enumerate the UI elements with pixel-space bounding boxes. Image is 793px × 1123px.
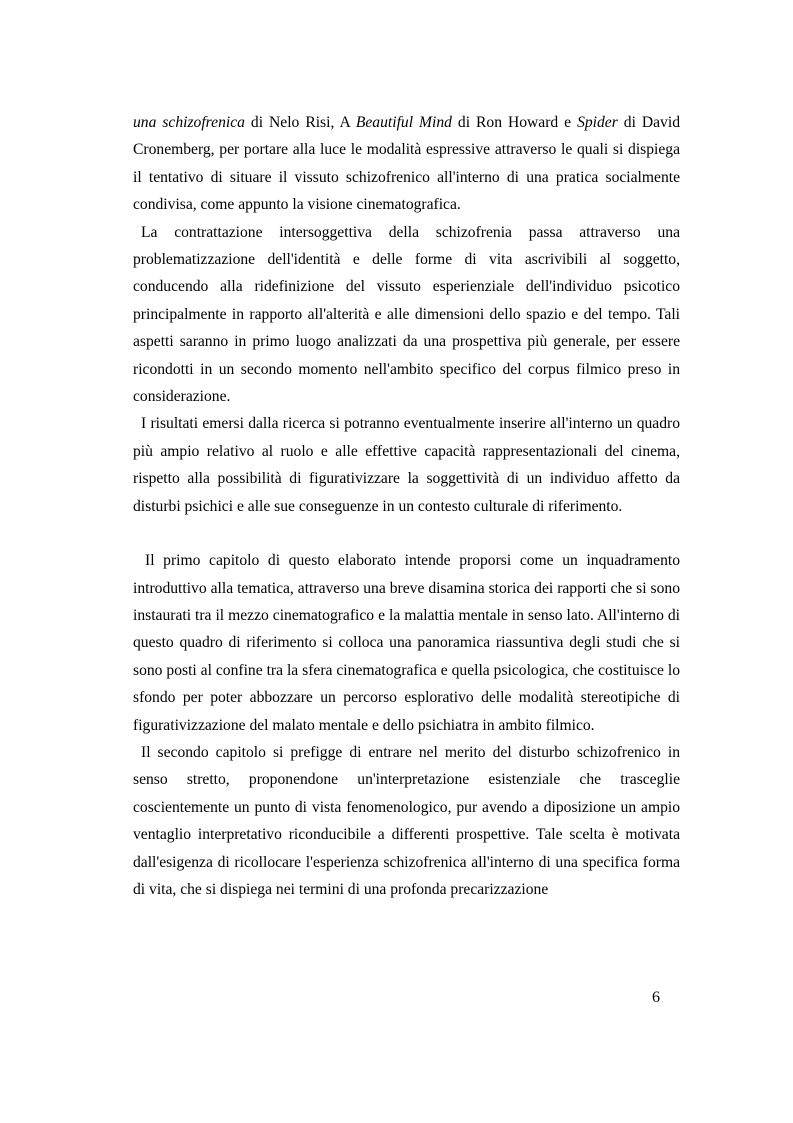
text-segment: di Ron Howard e bbox=[451, 114, 578, 131]
film-title-spider: Spider bbox=[577, 114, 618, 131]
paragraph-contrattazione: La contrattazione intersoggettiva della schizofrenia passa attraverso una problematizzazione dell'identità e delle forme di vita ascrivibili al soggetto, conducendo alla ridefinizione del vissuto esperienziale dell'individuo psicotico principalmente in rapporto all'alterità e alle dimensioni dello spazio e del tempo. Tali aspetti saranno in primo luogo analizzati da una prospettiva più generale, per essere ricondotti in un secondo momento nell'ambito specifico del corpus filmico preso in considerazione. bbox=[133, 223, 680, 406]
paragraph-film-list bbox=[133, 109, 680, 219]
film-title-una-schizofrenica: una schizofrenica bbox=[133, 114, 245, 131]
paragraph-risultati: I risultati emersi dalla ricerca si potranno eventualmente inserire all'interno un quadro più ampio relativo al ruolo e alle effettive capacità rappresentazionali del cinema, rispetto alla possibilità di figurativizzare la soggettività di un individuo affetto da disturbi psichici e alle sue conseguenze in un contesto culturale di riferimento. bbox=[133, 415, 680, 515]
paragraph-secondo-capitolo: Il secondo capitolo si prefigge di entrare nel merito del disturbo schizofrenico in senso stretto, proponendone un'interpretazione esistenziale che trasceglie coscientemente un punto di vista fenomenologico, pur avendo a diposizione un ampio ventaglio interpretativo riconducibile a differenti prospettive. Tale scelta è motivata dall'esigenza di ricollocare l'esperienza schizofrenica all'interno di una specifica forma di vita, che si dispiega nei termini di una profonda precarizzazione bbox=[133, 743, 680, 898]
body-text bbox=[133, 109, 680, 903]
paragraph-gap bbox=[133, 520, 680, 547]
paragraph-primo-capitolo: Il primo capitolo di questo elaborato intende proporsi come un inquadramento introduttivo alla tematica, attraverso una breve disamina storica dei rapporti che si sono instaurati tra il mezzo cinematografico e la malattia mentale in senso lato. All'interno di questo quadro di riferimento si colloca una panoramica riassuntiva degli studi che si sono posti al confine tra la sfera cinematografica e quella psicologica, che costituisce lo sfondo per poter abbozzare un percorso esplorativo delle modalità stereotipiche di figurativizzazione del malato mentale e dello psichiatra in ambito filmico. bbox=[133, 552, 680, 734]
text-segment: di David Cronemberg, per portare alla luce le modalità espressive attraverso le quali si dispiega il tentativo di situare il vissuto schizofrenico all'interno di una pratica socialmente condivisa, come appunto la visione cinematografica. bbox=[133, 114, 680, 214]
text-segment: di Nelo Risi, A bbox=[244, 114, 356, 131]
page-number: 6 bbox=[652, 989, 660, 1006]
film-title-beautiful-mind: Beautiful Mind bbox=[355, 114, 452, 131]
